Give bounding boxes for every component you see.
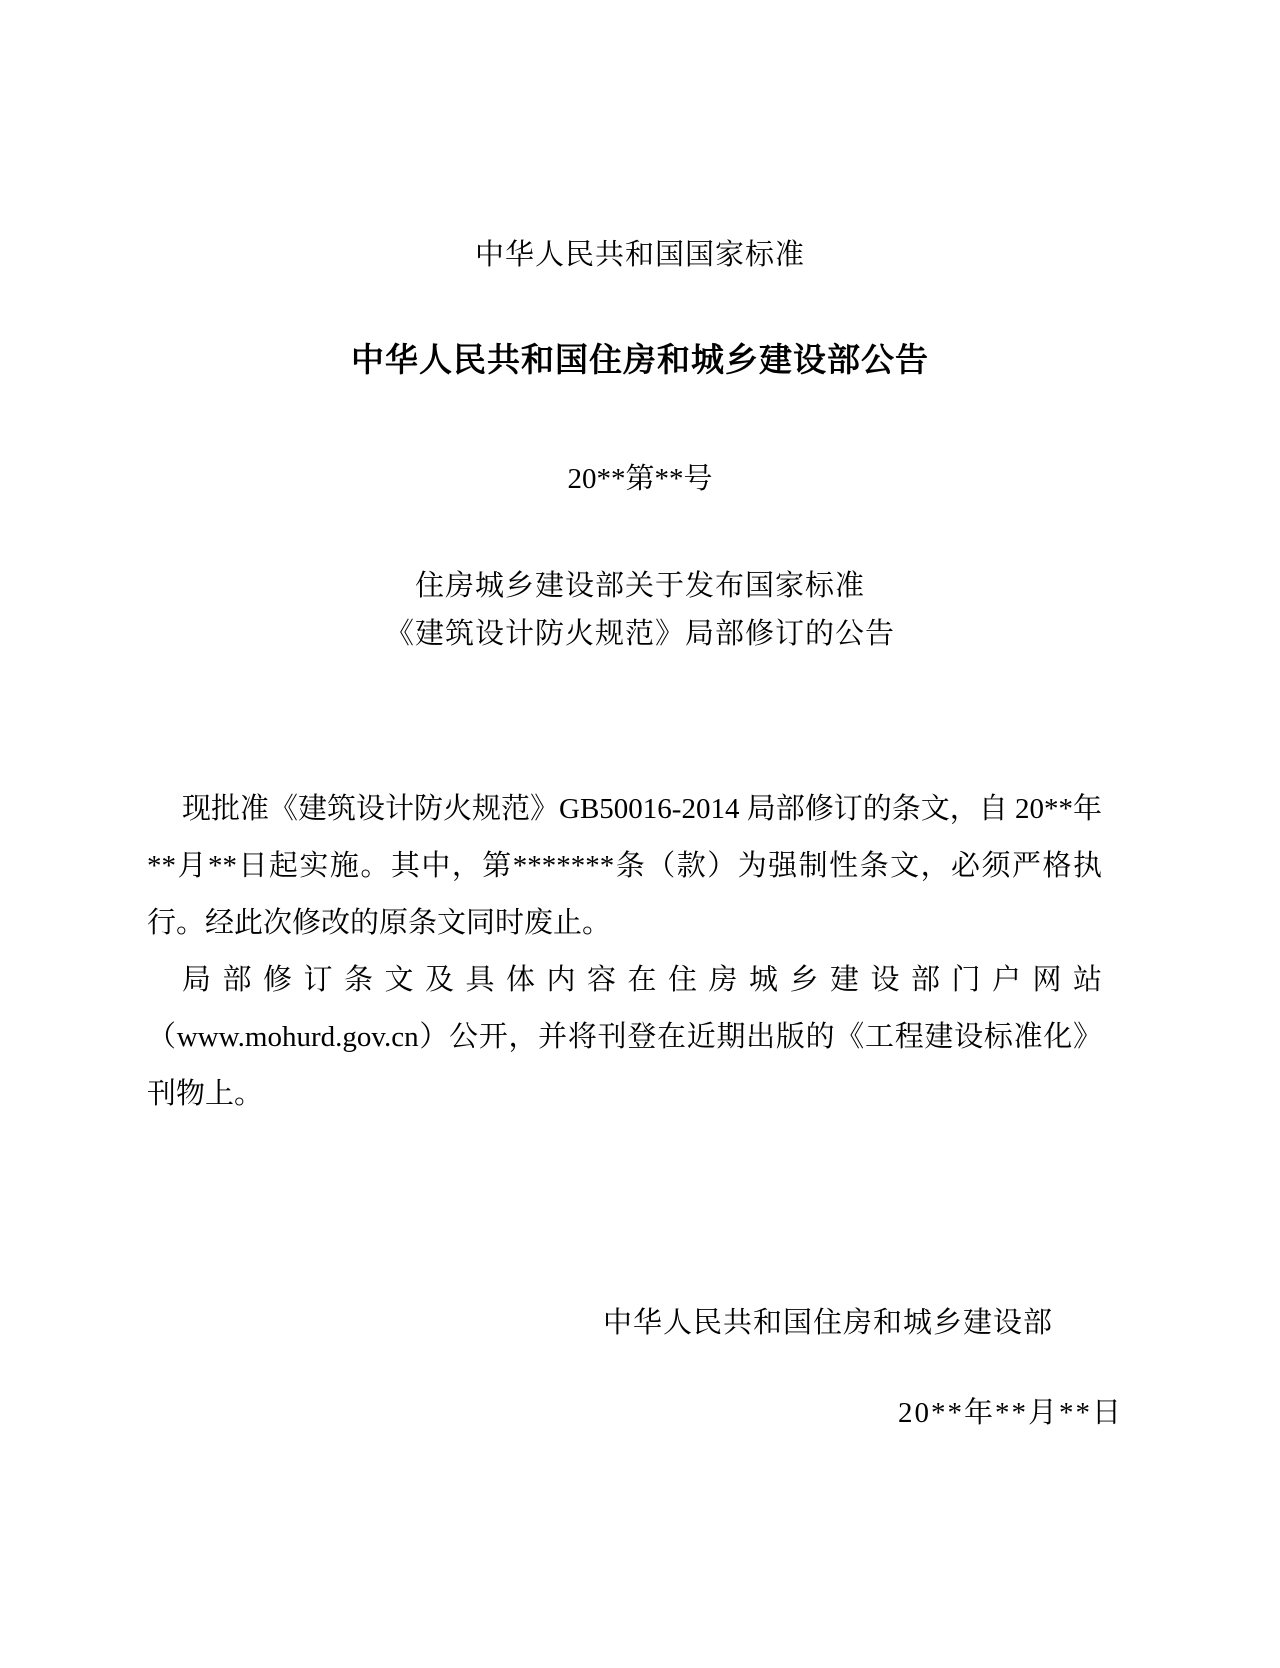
national-standard-label: 中华人民共和国国家标准 <box>474 239 805 271</box>
body-paragraph-2: 局部修订条文及具体内容在住房城乡建设部门户网站（www.mohurd.gov.cn）公开，并将刊登在近期出版的《工程建设标准化》刊物上。 <box>147 964 1102 1110</box>
announcement-number: 20**第**号 <box>567 463 713 495</box>
subtitle-line-2: 《建筑设计防火规范》局部修订的公告 <box>384 618 895 650</box>
body-paragraph-1: 现批准《建筑设计防火规范》GB50016-2014 局部修订的条文，自 20**年**月**日起实施。其中，第*******条（款）为强制性条文，必须严格执行。经此次修改的原条文同时废止。 <box>147 793 1102 939</box>
subtitle-line-1: 住房城乡建设部关于发布国家标准 <box>414 570 865 602</box>
signature-ministry: 中华人民共和国住房和城乡建设部 <box>602 1307 1053 1339</box>
document-title: 中华人民共和国住房和城乡建设部公告 <box>351 341 929 378</box>
body-text <box>147 781 1102 1123</box>
signature-date: 20**年**月**日 <box>897 1397 1123 1429</box>
